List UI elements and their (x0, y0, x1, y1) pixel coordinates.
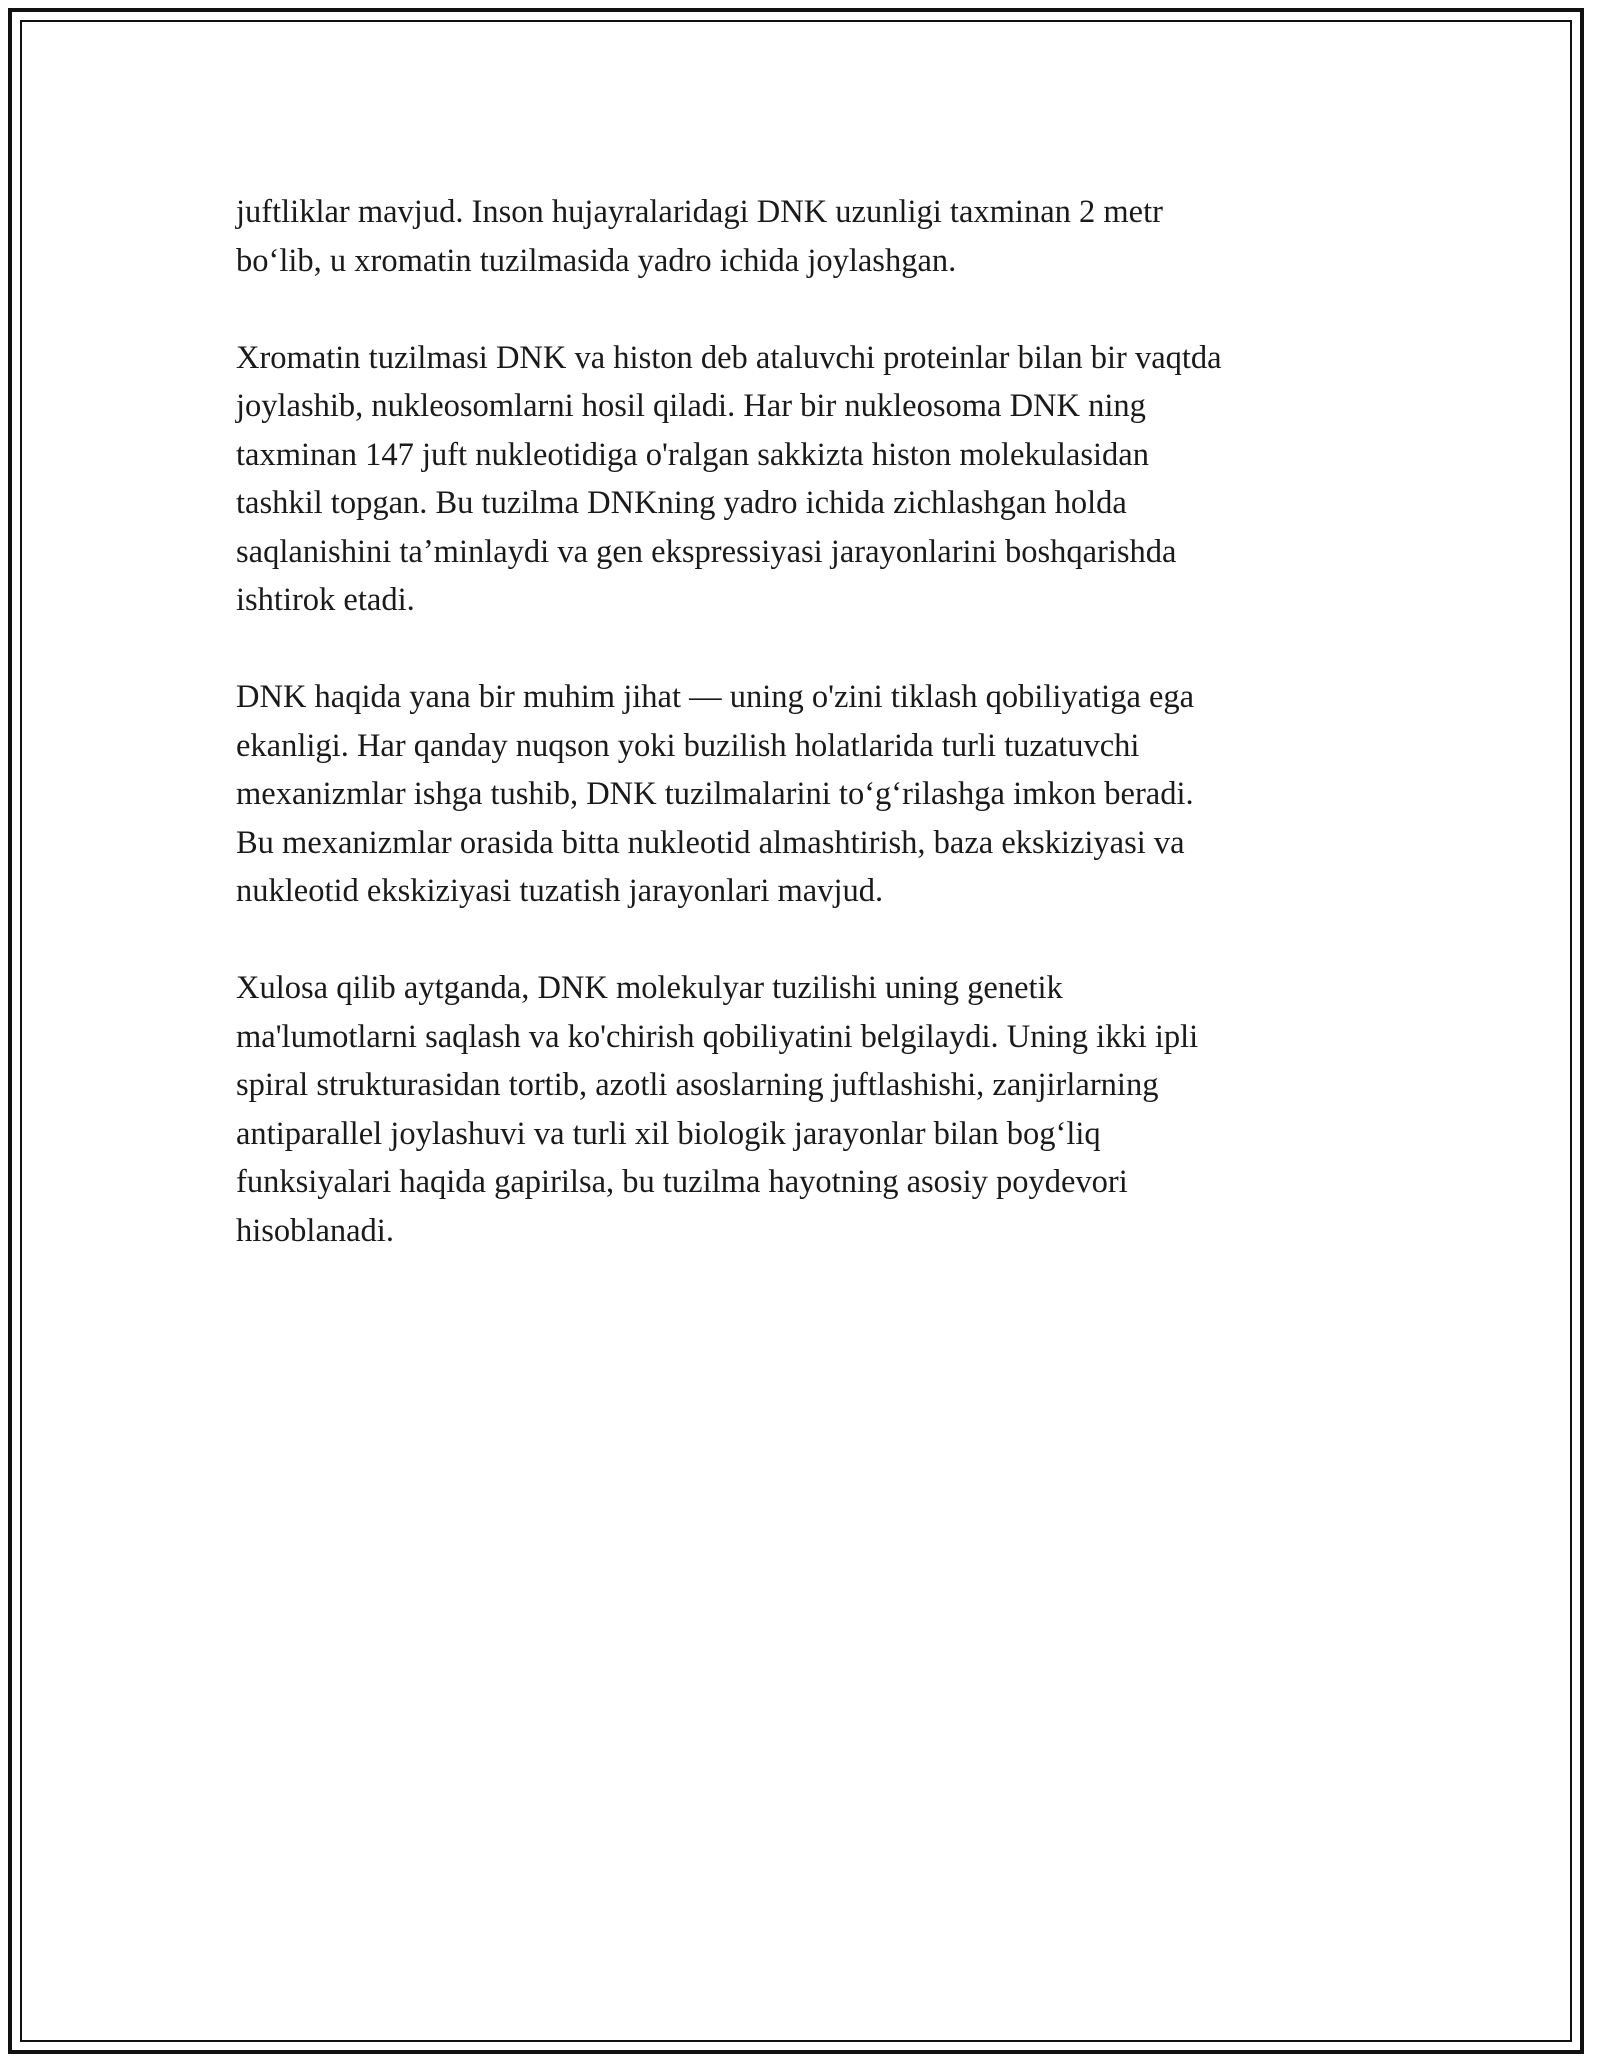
text-line: mexanizmlar ishga tushib, DNK tuzilmalarini toʻgʻrilashga imkon beradi. (236, 776, 1194, 812)
text-line: joylashib, nukleosomlarni hosil qiladi. Har bir nukleosoma DNK ning (236, 388, 1146, 424)
text-line: ishtirok etadi. (236, 582, 415, 618)
text-line: hisoblanadi. (236, 1212, 394, 1249)
paragraph-1 (236, 188, 1376, 285)
text-line: funksiyalari haqida gapirilsa, bu tuzilma hayotning asosiy poydevori (236, 1164, 1128, 1200)
text-line: Bu mexanizmlar orasida bitta nukleotid almashtirish, baza ekskiziyasi va (236, 824, 1185, 861)
text-line: spiral strukturasidan tortib, azotli asoslarning juftlashishi, zanjirlarning (236, 1067, 1159, 1103)
text-line: ekanligi. Har qanday nuqson yoki buzilish holatlarida turli tuzatuvchi (236, 727, 1140, 764)
text-line: taxminan 147 juft nukleotidiga o'ralgan sakkizta histon molekulasidan (236, 436, 1149, 473)
text-line: juftliklar mavjud. Inson hujayralaridagi DNK uzunligi taxminan 2 metr (236, 194, 1163, 230)
paragraph-3 (236, 673, 1376, 916)
text-line: saqlanishini taʼminlaydi va gen ekspressiyasi jarayonlarini boshqarishda (236, 533, 1177, 570)
text-line: boʻlib, u xromatin tuzilmasida yadro ichida joylashgan. (236, 242, 957, 279)
text-line: nukleotid ekskiziyasi tuzatish jarayonlari mavjud. (236, 873, 884, 909)
document-body (236, 188, 1376, 1304)
paragraph-4 (236, 964, 1376, 1255)
text-line: Xulosa qilib aytganda, DNK molekulyar tuzilishi uning genetik (236, 970, 1063, 1006)
text-line: tashkil topgan. Bu tuzilma DNKning yadro ichida zichlashgan holda (236, 485, 1127, 521)
text-line: antiparallel joylashuvi va turli xil biologik jarayonlar bilan bogʻliq (236, 1115, 1101, 1152)
text-line: DNK haqida yana bir muhim jihat — uning o'zini tiklash qobiliyatiga ega (236, 679, 1195, 715)
text-line: ma'lumotlarni saqlash va ko'chirish qobiliyatini belgilaydi. Uning ikki ipli (236, 1018, 1199, 1055)
text-line: Xromatin tuzilmasi DNK va histon deb ataluvchi proteinlar bilan bir vaqtda (236, 339, 1222, 376)
paragraph-2 (236, 334, 1376, 625)
